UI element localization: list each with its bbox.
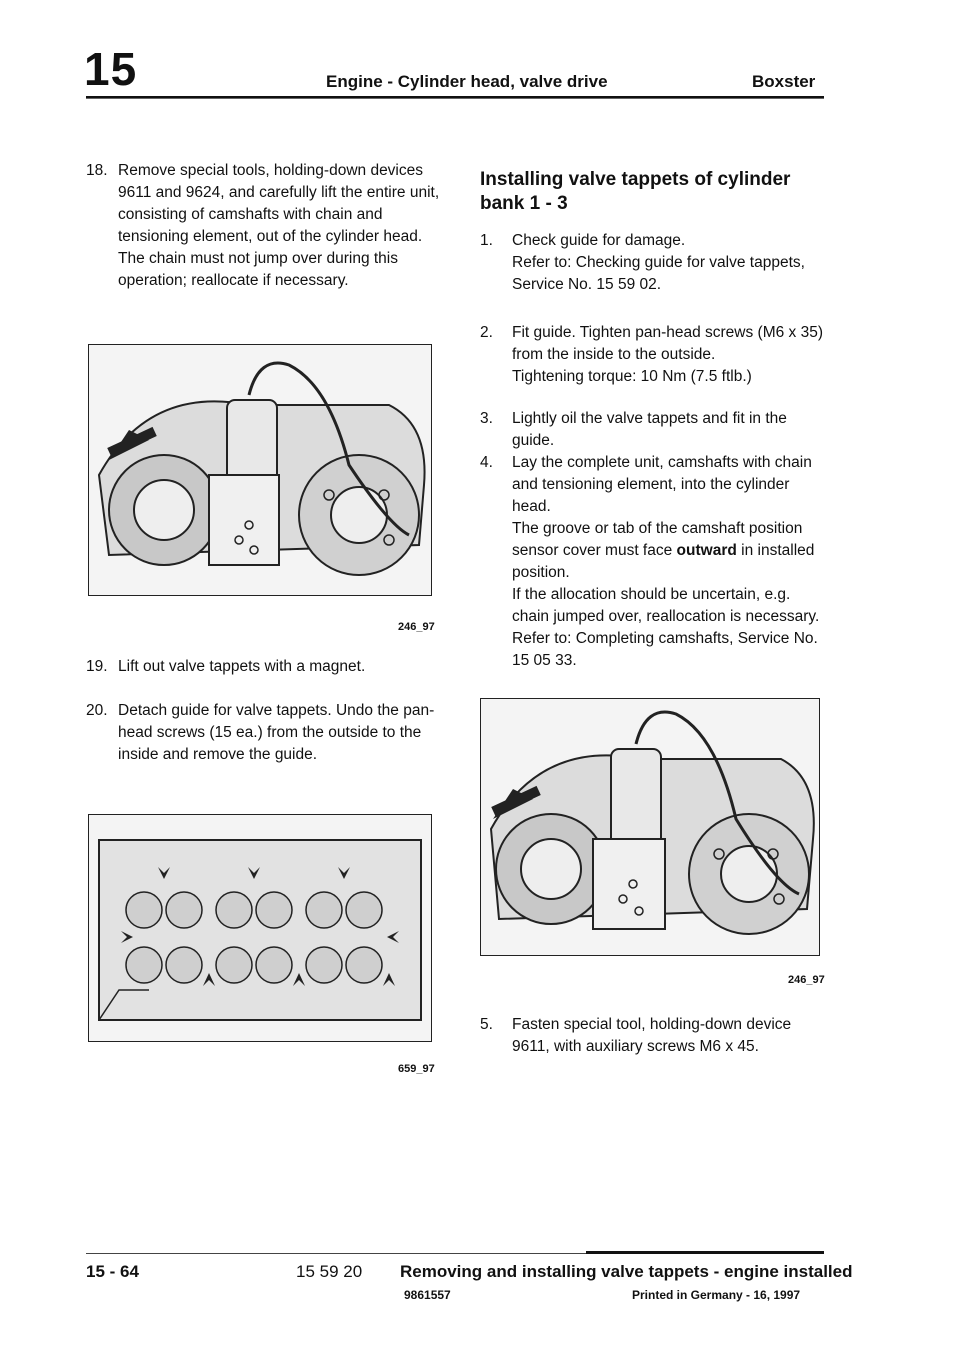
section-heading: Installing valve tappets of cylinder bank 1 - 3: [480, 169, 791, 214]
step-text: Lay the complete unit, camshafts with chain and tensioning element, into the cylinder head.: [512, 454, 812, 515]
figure-2-caption: 659_97: [398, 1063, 435, 1075]
camshaft-unit-illustration: [89, 345, 431, 595]
figure-camshaft-unit-2: [480, 698, 820, 956]
page-number: 15 - 64: [86, 1262, 139, 1281]
step-20: [86, 700, 442, 766]
step-reference: Refer to: Completing camshafts, Service No. 15 05 33.: [512, 630, 818, 669]
figure-camshaft-unit-1: [88, 344, 432, 596]
step-number: 19.: [86, 658, 108, 675]
header-model: Boxster: [752, 72, 816, 91]
printed-note: Printed in Germany - 16, 1997: [632, 1288, 801, 1302]
step-text: Fit guide. Tighten pan-head screws (M6 x 35) from the inside to the outside.: [512, 324, 824, 363]
step-note: The groove or tab of the camshaft position sensor cover must face outward in installed position.: [512, 520, 815, 581]
step-1: [480, 230, 830, 296]
step-number: 1.: [480, 232, 493, 249]
figure-3-caption: 246_97: [788, 974, 825, 986]
step-torque: Tightening torque: 10 Nm (7.5 ftlb.): [512, 368, 752, 385]
step-text: Fasten special tool, holding-down device 9611, with auxiliary screws M6 x 45.: [512, 1016, 792, 1055]
figure-valve-guide: [88, 814, 432, 1042]
step-number: 3.: [480, 410, 493, 427]
part-number: 9861557: [404, 1288, 451, 1302]
chapter-number: 15: [84, 43, 138, 95]
footer-rule-thick: [586, 1251, 824, 1254]
step-18: [86, 160, 442, 292]
step-number: 2.: [480, 324, 493, 341]
step-number: 20.: [86, 702, 108, 719]
emphasis-outward: outward: [676, 542, 737, 559]
step-text: Detach guide for valve tappets. Undo the pan-head screws (15 ea.) from the outside to the inside and remove the guide.: [118, 702, 435, 763]
camshaft-unit-illustration: [481, 699, 819, 955]
step-number: 4.: [480, 454, 493, 471]
step-text: Check guide for damage.: [512, 232, 686, 249]
header-title: Engine - Cylinder head, valve drive: [326, 72, 608, 91]
step-number: 5.: [480, 1016, 493, 1033]
footer-title: Removing and installing valve tappets - engine installed: [400, 1262, 853, 1281]
step-4: [480, 452, 830, 672]
figure-1-caption: 246_97: [398, 621, 435, 633]
step-note: If the allocation should be uncertain, e.g. chain jumped over, reallocation is necessary.: [512, 586, 820, 625]
header-rule-thin: [86, 98, 824, 99]
step-number: 18.: [86, 162, 108, 179]
step-text: Lightly oil the valve tappets and fit in the guide.: [512, 410, 787, 449]
valve-guide-illustration: [89, 815, 431, 1041]
step-19: [86, 656, 442, 678]
step-text: Remove special tools, holding-down devices 9611 and 9624, and carefully lift the entire unit, consisting of camshafts with chain and tensioning element, out of the cylinder head. The chain must not jump over during this operation; reallocate if necessary.: [118, 162, 440, 289]
step-reference: Refer to: Checking guide for valve tappets, Service No. 15 59 02.: [512, 254, 805, 293]
step-3: [480, 408, 830, 452]
step-text: Lift out valve tappets with a magnet.: [118, 658, 366, 675]
step-2: [480, 322, 830, 388]
section-code: 15 59 20: [296, 1262, 363, 1281]
right-column: [480, 168, 830, 669]
step-5: [480, 1014, 830, 1058]
